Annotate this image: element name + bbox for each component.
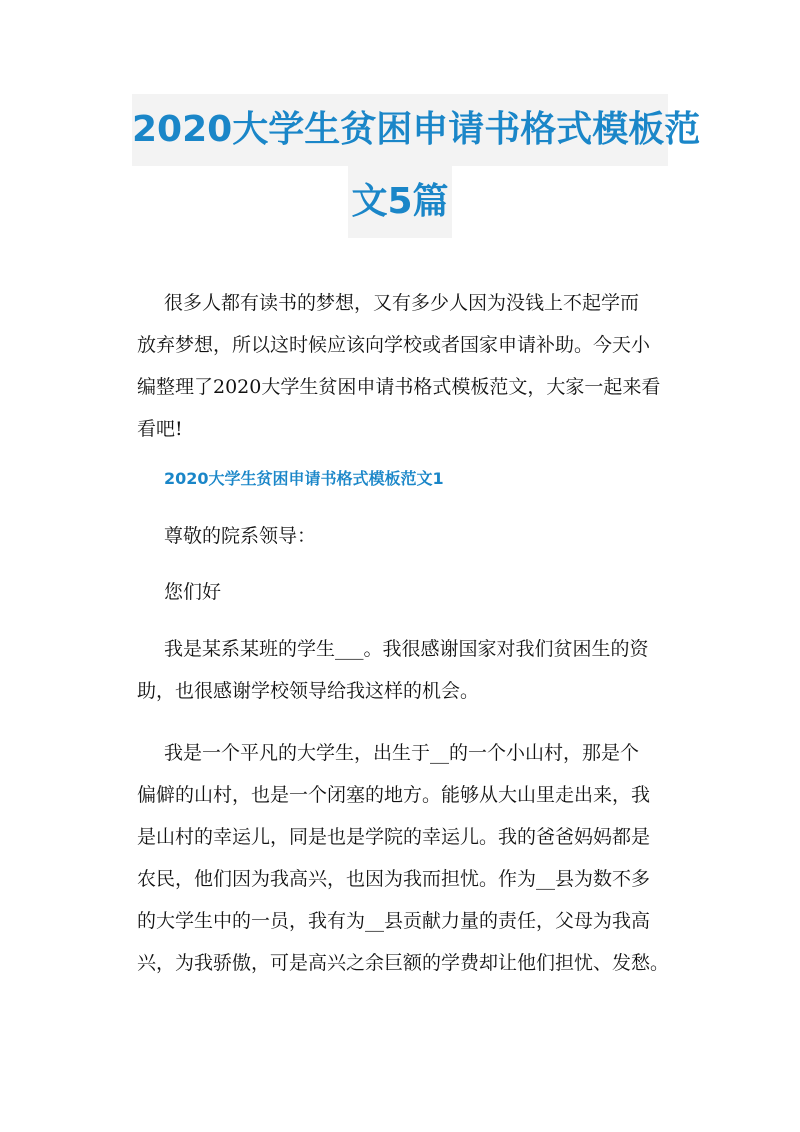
para2-line-5: 的大学生中的一员，我有为__县贡献力量的责任，父母为我高 — [137, 910, 651, 932]
body-paragraph-2 — [137, 732, 670, 984]
title-line-1: 2020大学生贫困申请书格式模板范 — [132, 94, 668, 166]
para2-line-4: 农民，他们因为我高兴，也因为我而担忧。作为__县为数不多 — [137, 868, 651, 890]
para1-line-2: 助，也很感谢学校领导给我这样的机会。 — [137, 680, 480, 702]
body-paragraph-1 — [137, 628, 667, 712]
para2-line-6: 兴，为我骄傲，可是高兴之余巨额的学费却让他们担忧、发愁。 — [137, 952, 670, 974]
salutation: 尊敬的院系领导： — [164, 525, 317, 547]
intro-line-1: 很多人都有读书的梦想，又有多少人因为没钱上不起学而 — [164, 292, 640, 314]
document-title — [110, 94, 701, 238]
section-1-heading: 2020大学生贫困申请书格式模板范文1 — [164, 469, 444, 488]
para2-line-2: 偏僻的山村，也是一个闭塞的地方。能够从大山里走出来，我 — [137, 784, 651, 806]
title-line-2: 文5篇 — [348, 166, 452, 238]
para2-line-1: 我是一个平凡的大学生，出生于__的一个小山村，那是个 — [164, 742, 640, 764]
para1-line-1: 我是某系某班的学生___。我很感谢国家对我们贫困生的资 — [164, 638, 649, 660]
intro-line-4: 看吧! — [137, 418, 183, 440]
intro-line-2: 放弃梦想，所以这时候应该向学校或者国家申请补助。今天小 — [137, 334, 651, 356]
intro-line-3: 编整理了2020大学生贫困申请书格式模板范文，大家一起来看 — [137, 376, 661, 398]
greeting: 您们好 — [164, 581, 222, 603]
intro-paragraph — [137, 282, 667, 450]
para2-line-3: 是山村的幸运儿，同是也是学院的幸运儿。我的爸爸妈妈都是 — [137, 826, 651, 848]
